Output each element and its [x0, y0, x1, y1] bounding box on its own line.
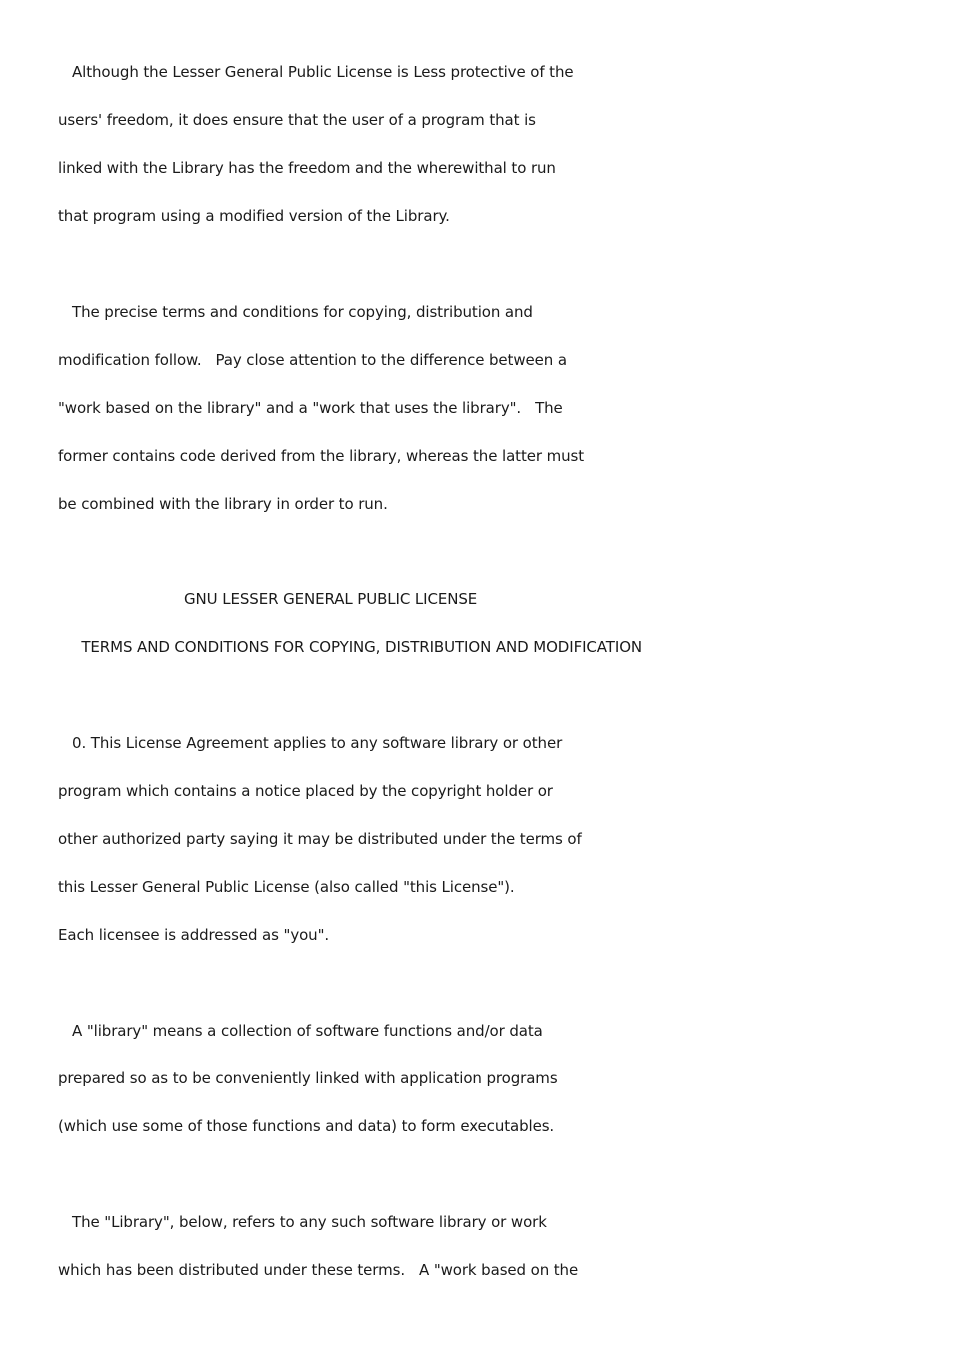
paragraph-line: A "library" means a collection of software functions and/or data	[58, 1022, 543, 1040]
paragraph-line: that program using a modified version of the Library.	[58, 207, 450, 225]
paragraph-line: this Lesser General Public License (also called "this License").	[58, 878, 515, 896]
terms-heading: TERMS AND CONDITIONS FOR COPYING, DISTRIBUTION AND MODIFICATION	[58, 638, 643, 656]
paragraph-line: The "Library", below, refers to any such software library or work	[58, 1213, 547, 1231]
paragraph-line: (which use some of those functions and data) to form executables.	[58, 1117, 555, 1135]
paragraph-line: "work based on the library" and a "work that uses the library". The	[58, 399, 563, 417]
paragraph-line: 0. This License Agreement applies to any software library or other	[58, 734, 563, 752]
paragraph-line: former contains code derived from the library, whereas the latter must	[58, 447, 585, 465]
paragraph-line: Although the Lesser General Public License is Less protective of the	[58, 63, 574, 81]
paragraph-line: linked with the Library has the freedom and the wherewithal to run	[58, 159, 556, 177]
paragraph-line: Each licensee is addressed as "you".	[58, 926, 330, 944]
paragraph-line: The precise terms and conditions for copying, distribution and	[58, 303, 533, 321]
paragraph-line: be combined with the library in order to run.	[58, 495, 388, 513]
paragraph-line: modification follow. Pay close attention to the difference between a	[58, 351, 567, 369]
paragraph-line: which has been distributed under these terms. A "work based on the	[58, 1261, 579, 1279]
paragraph-line: other authorized party saying it may be distributed under the terms of	[58, 830, 582, 848]
paragraph-line: prepared so as to be conveniently linked with application programs	[58, 1069, 558, 1087]
paragraph-line: users' freedom, it does ensure that the user of a program that is	[58, 111, 536, 129]
license-title: GNU LESSER GENERAL PUBLIC LICENSE	[58, 590, 478, 608]
paragraph-line: program which contains a notice placed by the copyright holder or	[58, 782, 553, 800]
